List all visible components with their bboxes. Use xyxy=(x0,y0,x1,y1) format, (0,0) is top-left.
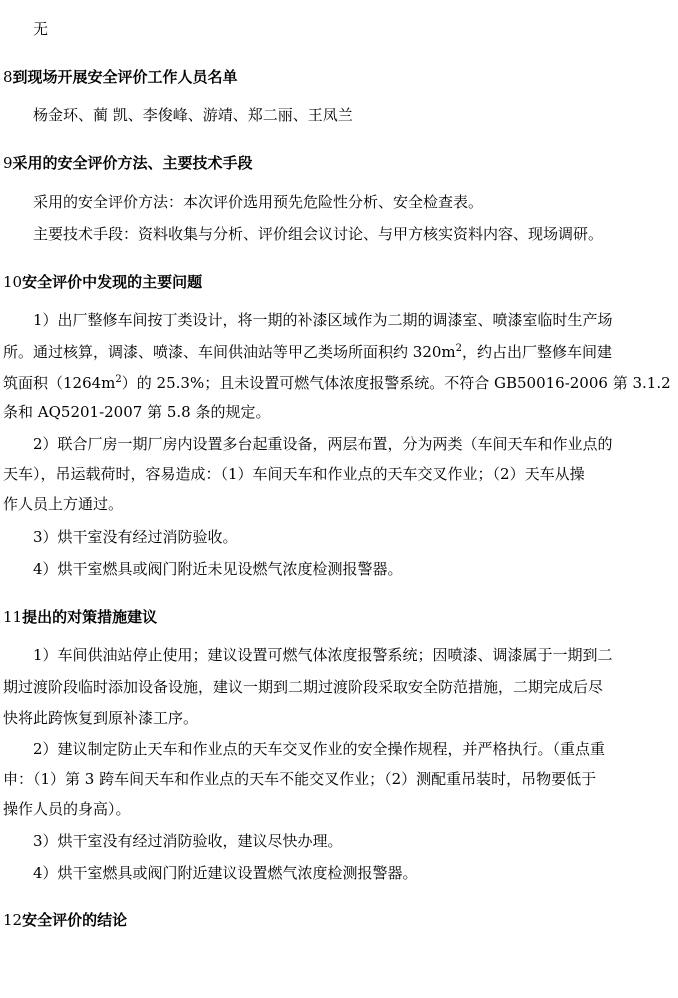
section-10-item-2-line-1: 2）联合厂房一期厂房内设置多台起重设备，两层布置，分为两类（车间天车和作业点的 xyxy=(33,435,613,453)
section-11-item-4: 4）烘干室燃具或阀门附近建议设置燃气浓度检测报警器。 xyxy=(33,864,418,882)
section-12-number: 12 xyxy=(3,911,23,929)
section-10-item-1-line-4: 条和 AQ5201-2007 第 5.8 条的规定。 xyxy=(3,403,271,421)
section-11-title: 提出的对策措施建议 xyxy=(22,608,158,626)
section-10-item-1-line-1: 1）出厂整修车间按丁类设计，将一期的补漆区域作为二期的调漆室、喷漆室临时生产场 xyxy=(33,311,613,329)
building-area-text-cont: ）的 25.3%；且未设置可燃气体浓度报警系统。不符合 GB50016-2006 第 3.1.2 xyxy=(121,374,671,392)
section-10-item-2-line-3: 作人员上方通过。 xyxy=(3,495,124,513)
section-11-item-3: 3）烘干室没有经过消防验收，建议尽快办理。 xyxy=(33,832,343,850)
section-9-paragraph-2: 主要技术手段：资料收集与分析、评价组会议讨论、与甲方核实资料内容、现场调研。 xyxy=(33,225,604,243)
section-10-item-1-line-2 xyxy=(3,342,612,362)
superscript: 2 xyxy=(455,343,462,354)
section-8-names: 杨金环、蔺 凯、李俊峰、游靖、郑二丽、王凤兰 xyxy=(33,106,353,124)
section-8-heading xyxy=(3,67,238,87)
section-11-heading xyxy=(3,607,157,627)
section-9-number: 9 xyxy=(3,154,13,172)
section-10-item-2-line-2: 天车），吊运载荷时，容易造成：（1）车间天车和作业点的天车交叉作业；（2）天车从操 xyxy=(3,465,585,483)
section-9-heading xyxy=(3,153,253,173)
section-11-item-1-line-2: 期过渡阶段临时添加设备设施，建议一期到二期过渡阶段采取安全防范措施，二期完成后尽 xyxy=(3,678,604,696)
section-9-paragraph-1: 采用的安全评价方法：本次评价选用预先危险性分析、安全检查表。 xyxy=(33,193,484,211)
superscript: 2 xyxy=(115,374,122,385)
section-10-item-1-line-3 xyxy=(3,373,671,393)
section-11-item-2-line-1: 2）建议制定防止天车和作业点的天车交叉作业的安全操作规程，并严格执行。（重点重 xyxy=(33,740,606,758)
area-text: 所。通过核算，调漆、喷漆、车间供油站等甲乙类场所面积约 320m xyxy=(3,343,456,361)
section-8-title: 到现场开展安全评价工作人员名单 xyxy=(12,68,238,86)
section-10-item-4: 4）烘干室燃具或阀门附近未见设燃气浓度检测报警器。 xyxy=(33,560,403,578)
section-10-title: 安全评价中发现的主要问题 xyxy=(22,273,203,291)
section-11-item-1-line-1: 1）车间供油站停止使用；建议设置可燃气体浓度报警系统；因喷漆、调漆属于一期到二 xyxy=(33,646,613,664)
area-text-cont: ，约占出厂整修车间建 xyxy=(462,343,613,361)
section-10-item-3: 3）烘干室没有经过消防验收。 xyxy=(33,528,238,546)
building-area-text: 筑面积（1264m xyxy=(3,374,116,392)
section-8-number: 8 xyxy=(3,68,13,86)
section-12-title: 安全评价的结论 xyxy=(22,911,128,929)
section-11-item-2-line-2: 申：（1）第 3 跨车间天车和作业点的天车不能交叉作业；（2）测配重吊装时，吊物要低于 xyxy=(3,770,597,788)
section-12-heading xyxy=(3,910,127,930)
section-11-number: 11 xyxy=(3,608,23,626)
section-9-title: 采用的安全评价方法、主要技术手段 xyxy=(12,154,253,172)
section-11-item-1-line-3: 快将此跨恢复到原补漆工序。 xyxy=(3,709,199,727)
top-text: 无 xyxy=(33,20,49,38)
section-10-number: 10 xyxy=(3,273,23,291)
section-11-item-2-line-3: 操作人员的身高）。 xyxy=(3,800,131,818)
section-10-heading xyxy=(3,272,202,292)
